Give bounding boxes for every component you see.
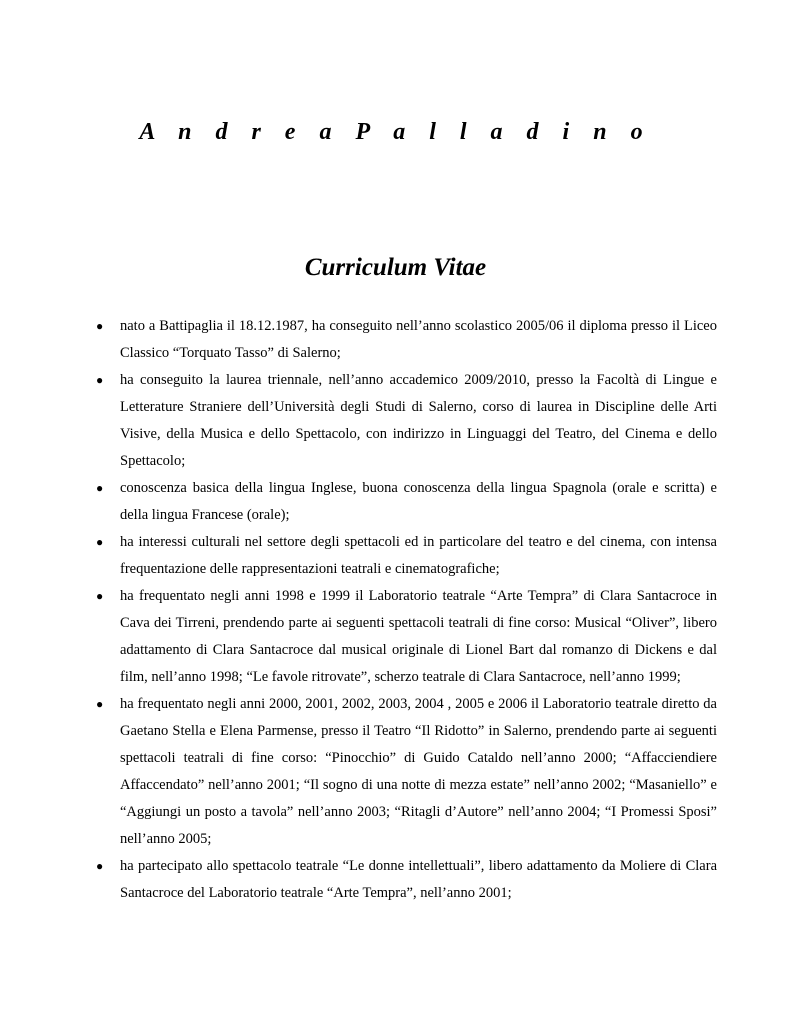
list-item-text: ha interessi culturali nel settore degli spettacoli ed in particolare del teatro e del cinema, con intensa frequentazione delle rappresentazioni teatrali e cinematografiche;	[120, 534, 717, 577]
list-item-text: ha partecipato allo spettacolo teatrale “Le donne intellettuali”, libero adattamento da Moliere di Clara Santacroce del Laboratorio teatrale “Arte Tempra”, nell’anno 2001;	[120, 858, 717, 901]
cv-item-list	[0, 313, 717, 907]
list-item-text: conoscenza basica della lingua Inglese, buona conoscenza della lingua Spagnola (orale e scritta) e della lingua Francese (orale);	[120, 480, 717, 523]
list-item	[0, 313, 717, 367]
list-item	[0, 475, 717, 529]
bullet-icon: ●	[96, 697, 104, 711]
author-name: A n d r e a P a l l a d i n o	[139, 119, 652, 145]
list-item-text: ha frequentato negli anni 1998 e 1999 il Laboratorio teatrale “Arte Tempra” di Clara Santacroce in Cava dei Tirreni, prendendo parte ai seguenti spettacoli teatrali di fine corso: Musical “Oliver”, libero adattamento di Clara Santacroce dal musical originale di Lionel Bart dal romanzo di Dickens e dal film, nell’anno 1998; “Le favole ritrovate”, scherzo teatrale di Clara Santacroce, nell’anno 1999;	[120, 588, 717, 685]
bullet-icon: ●	[96, 373, 104, 387]
bullet-icon: ●	[96, 481, 104, 495]
bullet-icon: ●	[96, 589, 104, 603]
bullet-icon: ●	[96, 859, 104, 873]
bullet-icon: ●	[96, 319, 104, 333]
list-item-text: ha conseguito la laurea triennale, nell’anno accademico 2009/2010, presso la Facoltà di Lingue e Letterature Straniere dell’Università degli Studi di Salerno, corso di laurea in Discipline delle Arti Visive, della Musica e dello Spettacolo, con indirizzo in Linguaggi del Teatro, del Cinema e dello Spettacolo;	[120, 372, 717, 469]
list-item	[0, 367, 717, 475]
list-item-text: ha frequentato negli anni 2000, 2001, 2002, 2003, 2004 , 2005 e 2006 il Laboratorio teatrale diretto da Gaetano Stella e Elena Parmense, presso il Teatro “Il Ridotto” in Salerno, prendendo parte ai seguenti spettacoli teatrali di fine corso: “Pinocchio” di Guido Cataldo nell’anno 2000; “Affacciendiere Affaccendato” nell’anno 2001; “Il sogno di una notte di mezza estate” nell’anno 2002; “Masaniello” e “Aggiungi un posto a tavola” nell’anno 2003; “Ritagli d’Autore” nell’anno 2004; “I Promessi Sposi” nell’anno 2005;	[120, 696, 717, 847]
list-item	[0, 853, 717, 907]
bullet-icon: ●	[96, 535, 104, 549]
list-item-text: nato a Battipaglia il 18.12.1987, ha conseguito nell’anno scolastico 2005/06 il diploma presso il Liceo Classico “Torquato Tasso” di Salerno;	[120, 318, 717, 361]
list-item	[0, 691, 717, 853]
list-item	[0, 529, 717, 583]
document-title: Curriculum Vitae	[304, 254, 487, 281]
list-item	[0, 583, 717, 691]
